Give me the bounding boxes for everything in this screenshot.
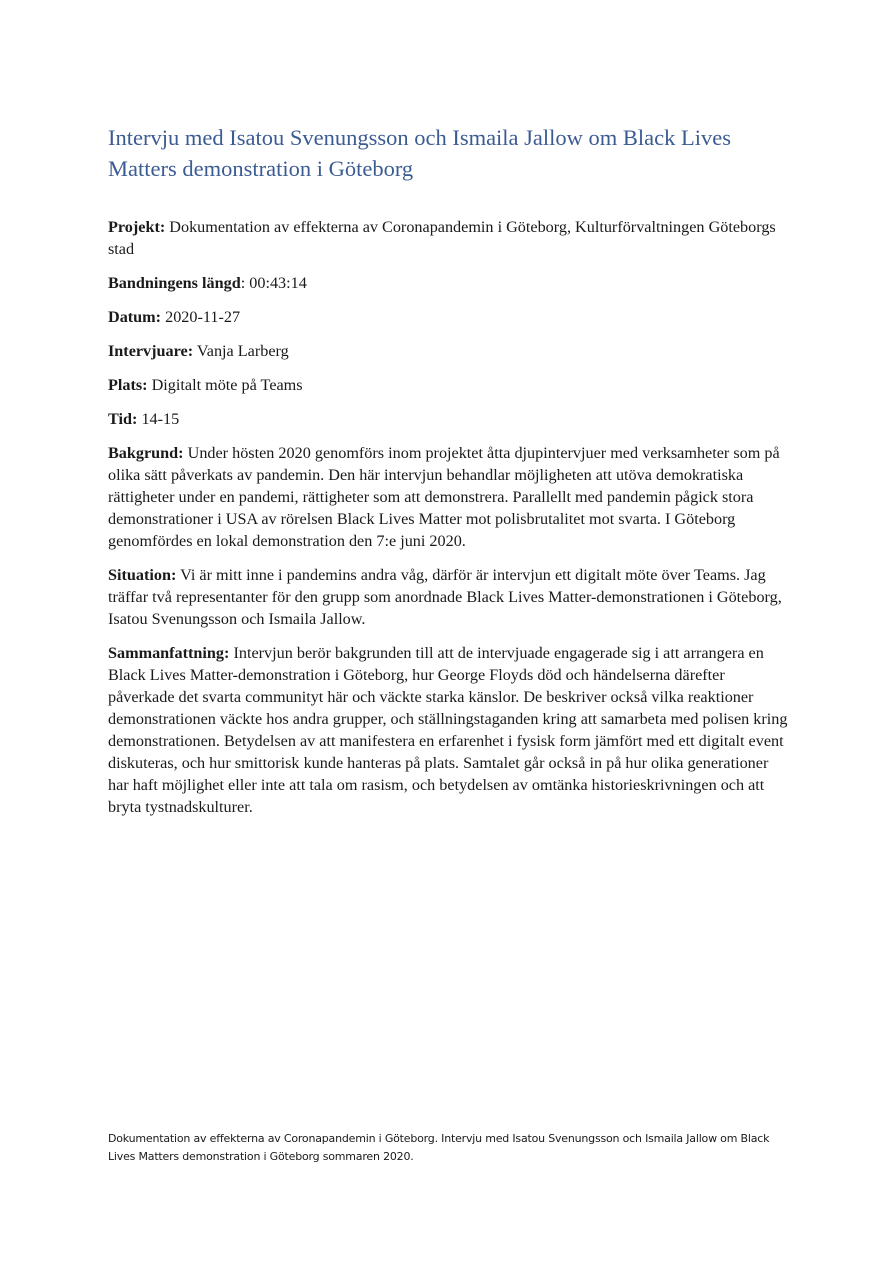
field-datum	[108, 306, 788, 328]
field-label: Bandningens längd	[108, 274, 241, 292]
field-tid	[108, 408, 788, 430]
field-label: Bakgrund:	[108, 444, 184, 462]
page-footer: Dokumentation av effekterna av Coronapandemin i Göteborg. Intervju med Isatou Svenungsson och Ismaila Jallow om Black Lives Matters demonstration i Göteborg sommaren 2020.	[108, 1132, 770, 1163]
field-label: Sammanfattning:	[108, 644, 230, 662]
document-page	[108, 122, 788, 830]
field-label: Datum:	[108, 308, 162, 326]
field-value: 2020-11-27	[161, 308, 241, 326]
field-label: Projekt:	[108, 218, 166, 236]
field-sammanfattning	[108, 642, 788, 818]
field-label: Tid:	[108, 410, 138, 428]
field-value: Dokumentation av effekterna av Coronapandemin i Göteborg, Kulturförvaltningen Göteborgs stad	[108, 218, 776, 258]
field-bakgrund	[108, 442, 788, 552]
field-label: Situation:	[108, 566, 177, 584]
field-value: Vi är mitt inne i pandemins andra våg, därför är intervjun ett digitalt möte över Teams. Jag träffar två representanter för den grupp som anordnade Black Lives Matter-demonstrationen i Göteborg, Isatou Svenungsson och Ismaila Jallow.	[108, 566, 782, 628]
field-projekt	[108, 216, 788, 260]
field-value: : 00:43:14	[240, 274, 307, 292]
field-value: Vanja Larberg	[193, 342, 289, 360]
field-bandningens-langd	[108, 272, 788, 294]
field-situation	[108, 564, 788, 630]
field-value: Digitalt möte på Teams	[147, 376, 303, 394]
field-value: Under hösten 2020 genomförs inom projektet åtta djupintervjuer med verksamheter som på olika sätt påverkats av pandemin. Den här intervjun behandlar möjligheten att utöva demokratiska rättigheter under en pandemi, rättigheter som att demonstrera. Parallellt med pandemin pågick stora demonstrationer i USA av rörelsen Black Lives Matter mot polisbrutalitet mot svarta. I Göteborg genomfördes en lokal demonstration den 7:e juni 2020.	[108, 444, 780, 550]
document-title: Intervju med Isatou Svenungsson och Ismaila Jallow om Black Lives Matters demonstration i Göteborg	[108, 125, 732, 181]
field-label: Intervjuare:	[108, 342, 194, 360]
field-label: Plats:	[108, 376, 148, 394]
field-intervjuare	[108, 340, 788, 362]
field-value: 14-15	[137, 410, 180, 428]
field-plats	[108, 374, 788, 396]
field-value: Intervjun berör bakgrunden till att de intervjuade engagerade sig i att arrangera en Black Lives Matter-demonstration i Göteborg, hur George Floyds död och händelserna därefter påverkade det svarta communityt här och väckte starka känslor. De beskriver också vilka reaktioner demonstrationen väckte hos andra grupper, och ställningstaganden kring att samarbeta med polisen kring demonstrationen. Betydelsen av att manifestera en erfarenhet i fysisk form jämfört med ett digitalt event diskuteras, och hur smittorisk kunde hanteras på plats. Samtalet går också in på hur olika generationer har haft möjlighet eller inte att tala om rasism, och betydelsen av omtänka historieskrivningen och att bryta tystnadskulturer.	[108, 644, 788, 816]
